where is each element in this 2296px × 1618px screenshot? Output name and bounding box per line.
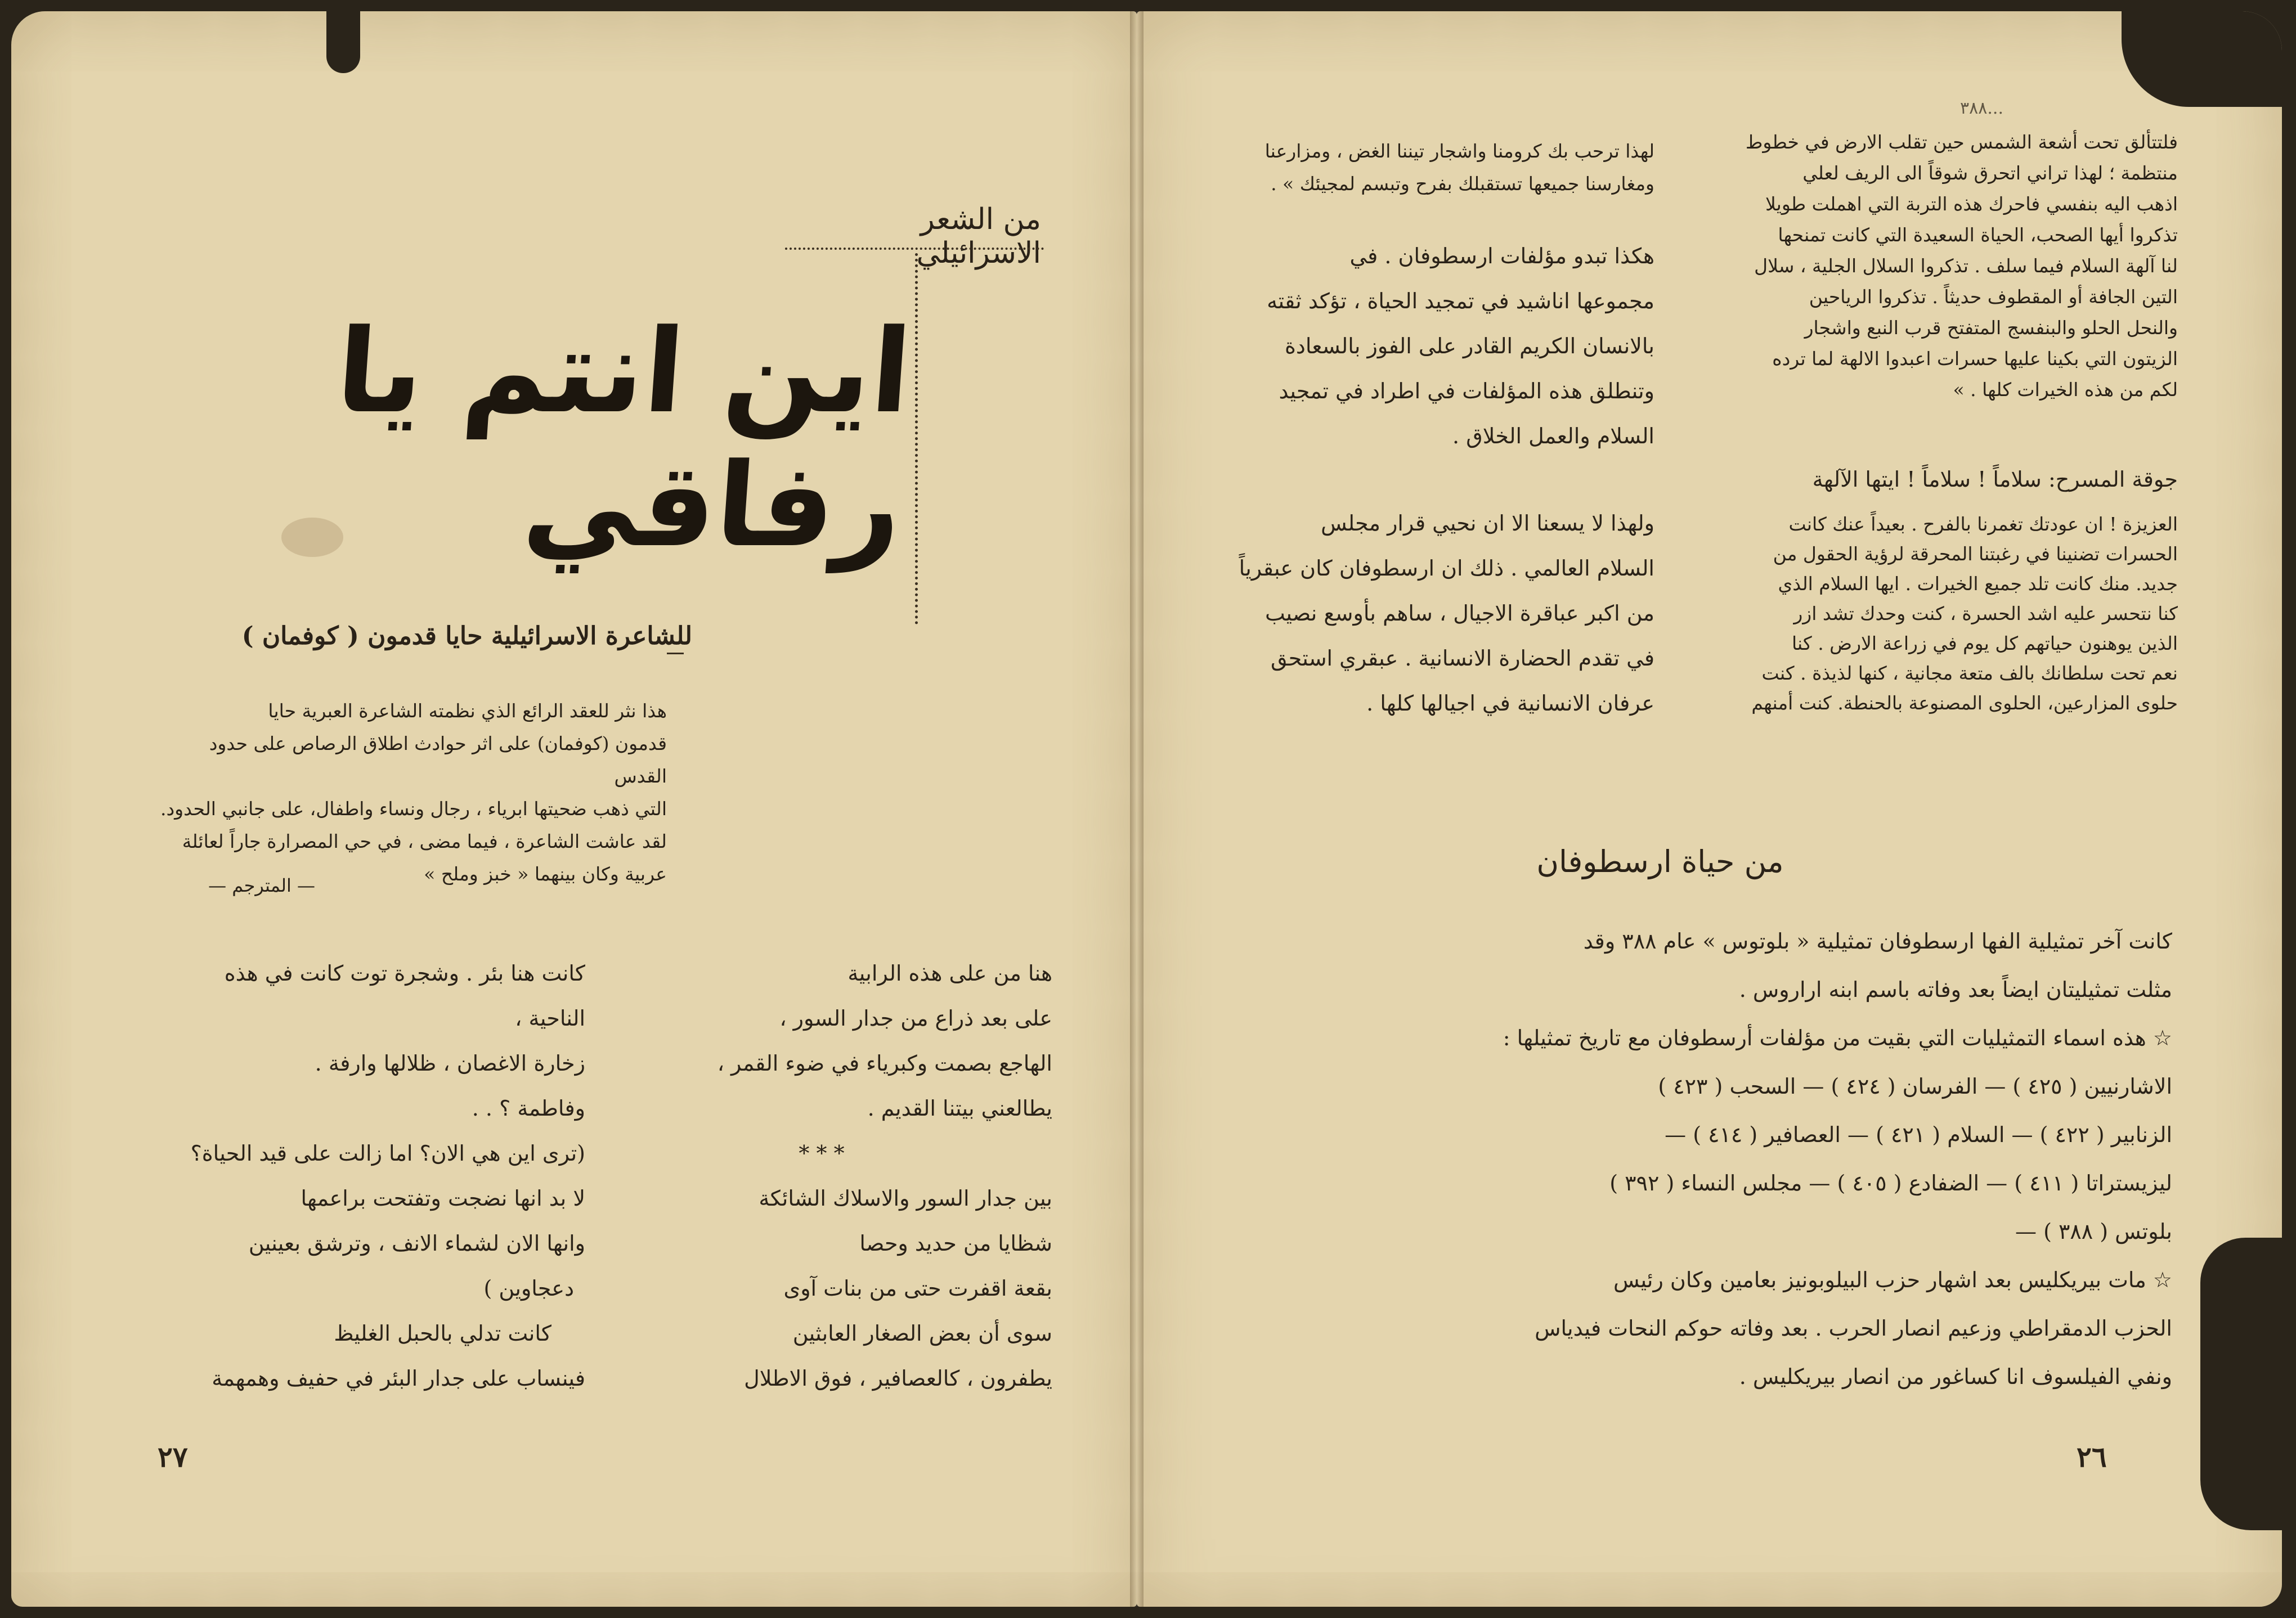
text-line: اذهب اليه بنفسي فاحرك هذه التربة التي اهملت طويلا (1765, 193, 2178, 215)
intro-line: قدمون (كوفمان) على اثر حوادث اطلاق الرصاص على حدود القدس (209, 732, 667, 787)
paragraph (1210, 501, 1654, 726)
text-line: الاشارنيين ( ٤٢٥ ) — الفرسان ( ٤٢٤ ) — السحب ( ٤٢٣ ) (1658, 1074, 2172, 1099)
text-line: لكم من هذه الخيرات كلها . » (1953, 379, 2178, 401)
text-line: فلتتألق تحت أشعة الشمس حين تقلب الارض في خطوط (1745, 131, 2178, 153)
header-fragment: ...٣٨٨ (1960, 98, 2003, 118)
text-line: التين الجافة أو المقطوف حديثاً . تذكروا الرياحين (1809, 286, 2178, 308)
text-line: عرفان الانسانية في اجيالها كلها . (1366, 691, 1654, 716)
poem-title: اين انتم يا رفاقي (331, 305, 916, 573)
text-line: الحسرات تضنينا في رغبتنا المحرقة لرؤية الحقول من (1773, 543, 2178, 565)
poem-line: زخارة الاغصان ، ظلالها وارفة . (315, 1051, 585, 1076)
text-line: السلام العالمي . ذلك ان ارسطوفان كان عبقرياً (1239, 556, 1654, 581)
text-line: منتظمة ؛ لهذا تراني اتحرق شوقاً الى الريف لعلي (1802, 162, 2178, 184)
intro-line: هذا نثر للعقد الرائع الذي نظمته الشاعرة العبرية حايا (268, 700, 667, 722)
poem-line: الهاجع بصمت وكبرياء في ضوء القمر ، (717, 1051, 1052, 1076)
poem-column-right (158, 951, 585, 1401)
text-line: مجموعها اناشيد في تمجيد الحياة ، تؤكد ثقته (1267, 289, 1654, 313)
poem-line: فينساب على جدار البئر في حفيف وهمهمة (212, 1366, 585, 1391)
text-line: لهذا ترحب بك كرومنا واشجار تيننا الغض ، ومزارعنا (1264, 140, 1654, 162)
text-line: الذين يوهنون حياتهم كل يوم في زراعة الارض . كنا (1791, 632, 2178, 654)
torn-edge (326, 11, 360, 73)
text-line: كنا نتحسر عليه اشد الحسرة ، كنت وحدك تشد ازر (1793, 603, 2178, 624)
divider (667, 653, 684, 654)
poem-line: بقعة اقفرت حتى من بنات آوى (783, 1276, 1052, 1301)
page-number: ٢٦ (2077, 1440, 2107, 1473)
chorus-heading: جوقة المسرح: سلاماً ! سلاماً ! ايتها الآلهة (1812, 467, 2178, 492)
life-paragraphs (1294, 917, 2172, 1401)
text-line: لنا آلهة السلام فيما سلف . تذكروا السلال الجلية ، سلال (1754, 255, 2178, 277)
text-line: بالانسان الكريم القادر على الفوز بالسعادة (1285, 334, 1654, 358)
intro-paragraph (160, 695, 667, 891)
text-line: ونفي الفيلسوف انا كساغور من انصار بيريكليس . (1739, 1364, 2172, 1389)
text-line: ☆ هذه اسماء التمثيليات التي بقيت من مؤلفات أرسطوفان مع تاريخ تمثيلها : (1503, 1026, 2172, 1050)
intro-line: لقد عاشت الشاعرة ، فيما مضى ، في حي المصرارة جاراً لعائلة (182, 830, 667, 852)
text-line: حلوى المزارعين، الحلوى المصنوعة بالحنطة. كنت أمنهم (1751, 692, 2178, 714)
text-line: والنحل الحلو والبنفسج المتفتح قرب النبع واشجار (1804, 317, 2178, 339)
poem-line: على بعد ذراع من جدار السور ، (779, 1006, 1052, 1031)
section-heading: من حياة ارسطوفان (1536, 844, 1784, 879)
poem-line: يطفرون ، كالعصافير ، فوق الاطلال (744, 1366, 1052, 1391)
byline: للشاعرة الاسرائيلية حايا قدمون ( كوفمان ) (241, 622, 692, 650)
poem-line: الناحية ، (515, 1006, 585, 1031)
poem-line: وفاطمة ؟ . . (472, 1096, 585, 1121)
intro-line: التي ذهب ضحيتها ابرياء ، رجال ونساء واطفال، على جانبي الحدود. (160, 798, 667, 820)
text-line: تذكروا أيها الصحب، الحياة السعيدة التي كانت تمنحها (1778, 224, 2178, 246)
text-line: ☆ مات بيريكليس بعد اشهار حزب البيلوبونيز بعامين وكان رئيس (1613, 1268, 2172, 1292)
text-line: نعم تحت سلطانك بالف متعة مجانية ، كنها لذيذة . كنت (1761, 662, 2178, 684)
translator-credit: — المترجم — (208, 875, 315, 896)
text-line: من اكبر عباقرة الاجيال ، ساهم بأوسع نصيب (1265, 601, 1654, 626)
text-line: الزيتون التي بكينا عليها حسرات اعبدوا الالهة لما ترده (1772, 348, 2178, 370)
poem-line: يطالعني بيتنا القديم . (867, 1096, 1052, 1121)
torn-edge (2122, 11, 2282, 107)
text-column-right (1671, 127, 2178, 405)
text-line: في تقدم الحضارة الانسانية . عبقري استحق (1271, 646, 1654, 671)
poem-line: شظايا من حديد وحصا (859, 1231, 1052, 1256)
text-line: ولهذا لا يسعنا الا ان نحيي قرار مجلس (1321, 511, 1654, 536)
text-line: ليزيستراتا ( ٤١١ ) — الضفادع ( ٤٠٥ ) — مجلس النساء ( ٣٩٢ ) (1609, 1171, 2172, 1195)
text-line: هكذا تبدو مؤلفات ارسطوفان . في (1349, 244, 1654, 268)
text-line: السلام والعمل الخلاق . (1452, 424, 1654, 448)
text-line: ومغارسنا جميعها تستقبلك بفرح وتبسم لمجيئك » . (1271, 173, 1654, 195)
poem-line: بين جدار السور والاسلاك الشائكة (759, 1186, 1052, 1211)
section-label: من الشعر الاسرائيلي (916, 203, 1041, 270)
poem-line: كانت هنا بئر . وشجرة توت كانت في هذه (224, 961, 585, 986)
text-column-right (1671, 509, 2178, 718)
poem-line: هنا من على هذه الرابية (847, 961, 1052, 986)
poem-line: سوى أن بعض الصغار العابثين (792, 1321, 1052, 1346)
text-line: بلوتس ( ٣٨٨ ) — (2015, 1219, 2172, 1244)
intro-line: عربية وكان بينهما « خبز وملح » (424, 863, 667, 885)
dotted-rule (915, 253, 918, 624)
poem-line: (ترى اين هي الان؟ اما زالت على قيد الحياة؟ (190, 1141, 585, 1166)
text-line: مثلت تمثيليتان ايضاً بعد وفاته باسم ابنه اراروس . (1739, 977, 2172, 1002)
text-line: كانت آخر تمثيلية الفها ارسطوفان تمثيلية « بلوتوس » عام ٣٨٨ وقد (1583, 929, 2172, 954)
torn-edge (2200, 1238, 2282, 1530)
poem-line: لا بد انها نضجت وتفتحت براعمها (301, 1186, 585, 1211)
dotted-rule (785, 248, 1044, 250)
poem-line: كانت تدلي بالحبل الغليظ (334, 1321, 551, 1346)
poem-column-left (591, 951, 1052, 1401)
paragraph (1210, 233, 1654, 459)
text-line: العزيزة ! ان عودتك تغمرنا بالفرح . بعيداً عنك كانت (1788, 513, 2178, 535)
book-spine (1130, 11, 1143, 1607)
poem-line: وانها الان لشماء الانف ، وترشق بعينين (248, 1231, 585, 1256)
poem-line: دعجاوين ) (483, 1276, 574, 1301)
text-line: الحزب الدمقراطي وزعيم انصار الحرب . بعد وفاته حوكم النحات فيدياس (1535, 1316, 2172, 1341)
text-line: جديد. منك كانت تلد جميع الخيرات . ايها السلام الذي (1778, 573, 2178, 595)
text-line: وتنطلق هذه المؤلفات في اطراد في تمجيد (1279, 379, 1654, 403)
quote-block (1210, 135, 1654, 200)
page-number: ٢٧ (158, 1440, 188, 1473)
stanza-separator: * * * (799, 1141, 845, 1166)
text-line: الزنابير ( ٤٢٢ ) — السلام ( ٤٢١ ) — العصافير ( ٤١٤ ) — (1665, 1122, 2172, 1147)
